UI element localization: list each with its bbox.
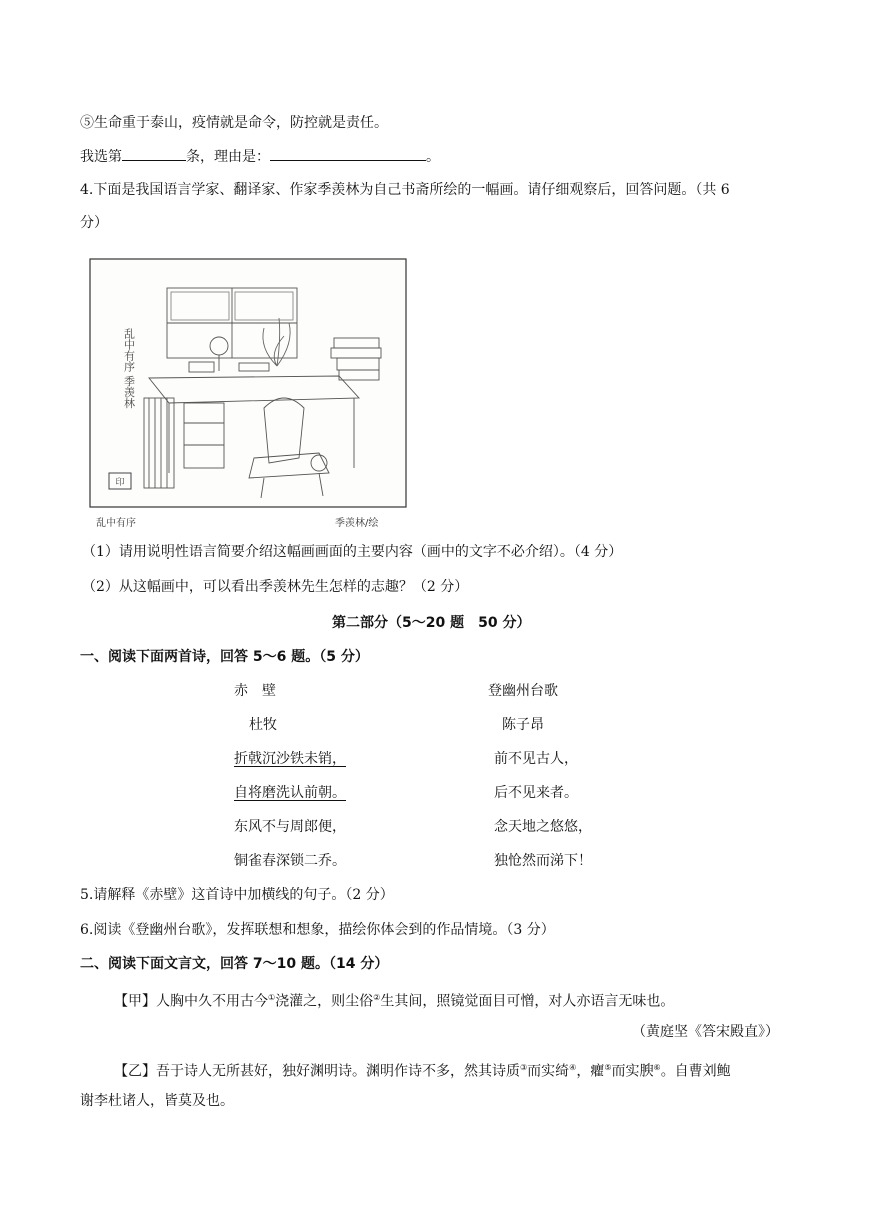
choice-mid: 条，理由是： — [186, 149, 270, 165]
question-4-2: （2）从这幅画中，可以看出季羡林先生怎样的志趣？（2 分） — [82, 579, 469, 595]
choice-end: 。 — [426, 149, 440, 165]
text-yi-line1: 【乙】吾于诗人无所甚好，独好渊明诗。渊明作诗不多，然其诗质③而实绮④，癯⑤而实腴⑥。自曹刘鲍 — [114, 1063, 731, 1080]
poem-left-author: 杜牧 — [249, 717, 277, 733]
poem-left-line-3: 东风不与周郎便， — [234, 819, 346, 835]
poem-right-author: 陈子昂 — [502, 717, 544, 733]
poem-right-line-1: 前不见古人， — [494, 751, 578, 767]
option-5-text: ⑤生命重于泰山，疫情就是命令，防控就是责任。 — [80, 115, 388, 131]
svg-text:印: 印 — [115, 478, 125, 488]
question-4-1: （1）请用说明性语言简要介绍这幅画画面的主要内容（画中的文字不必介绍）。（4 分） — [82, 544, 623, 560]
question-4-line1: 4.下面是我国语言学家、翻译家、作家季羡林为自己书斋所绘的一幅画。请仔细观察后，回答问题。（共 6 — [80, 182, 730, 198]
section-1-heading: 一、阅读下面两首诗，回答 5～6 题。（5 分） — [80, 649, 369, 665]
poem-left-line-2: 自将磨洗认前朝。 — [234, 785, 346, 801]
emphasis-text: 说明性 — [146, 544, 189, 560]
text-jia: 【甲】人胸中久不用古今①浇灌之，则尘俗②生其间，照镜觉面目可憎，对人亦语言无味也。 — [114, 993, 675, 1010]
sketch-inscription: 乱中有序 季羡林 — [122, 328, 136, 409]
poem-right-line-2: 后不见来者。 — [494, 785, 578, 801]
question-5: 5.请解释《赤壁》这首诗中加横线的句子。（2 分） — [80, 887, 394, 903]
choice-line — [80, 146, 440, 167]
figure-caption-left: 乱中有序 — [96, 518, 136, 529]
choice-blank[interactable] — [122, 146, 186, 161]
poem-right-line-3: 念天地之悠悠， — [494, 819, 592, 835]
question-6: 6.阅读《登幽州台歌》，发挥联想和想象，描绘你体会到的作品情境。（3 分） — [80, 922, 555, 938]
poem-right-line-4: 独怆然而涕下！ — [494, 853, 592, 869]
section-2-heading: 二、阅读下面文言文，回答 7～10 题。（14 分） — [80, 956, 389, 972]
poem-left-line-4: 铜雀春深锁二乔。 — [234, 853, 346, 869]
text-jia-source: （黄庭坚《答宋殿直》） — [632, 1024, 779, 1040]
question-4-line2: 分） — [80, 215, 108, 231]
poem-right-title: 登幽州台歌 — [488, 683, 558, 699]
text-yi-line2: 谢李杜诸人，皆莫及也。 — [80, 1093, 234, 1109]
choice-prefix: 我选第 — [80, 149, 122, 165]
reason-blank[interactable] — [270, 146, 426, 161]
figure-caption-right: 季羡林/绘 — [335, 518, 379, 529]
part-2-heading: 第二部分（5～20 题 50 分） — [332, 615, 531, 631]
poem-left-line-1: 折戟沉沙铁未销， — [234, 751, 346, 767]
poem-left-title: 赤 壁 — [234, 683, 276, 699]
study-sketch-figure — [89, 258, 407, 508]
